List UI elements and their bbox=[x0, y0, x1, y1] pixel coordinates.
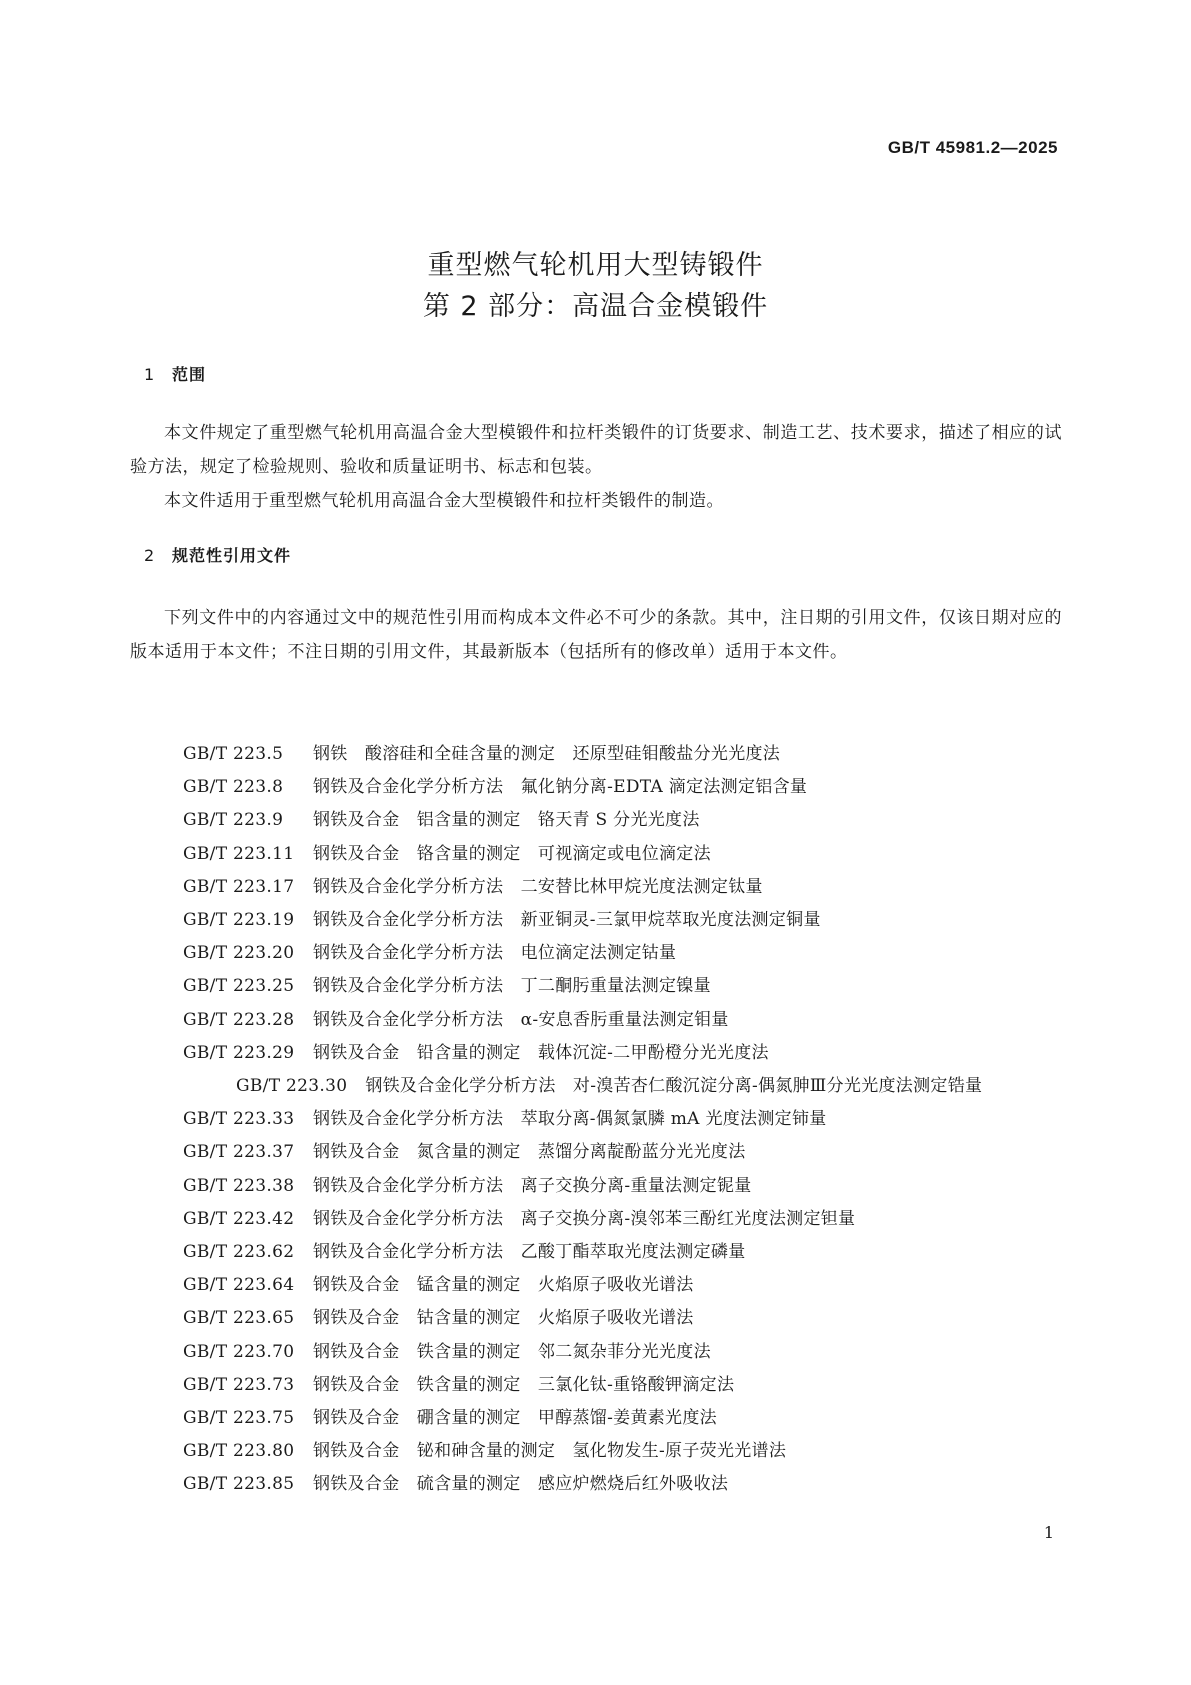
reference-code: GB/T 223.64 bbox=[183, 1275, 295, 1296]
reference-item bbox=[130, 1170, 1062, 1203]
reference-code: GB/T 223.30 bbox=[236, 1076, 348, 1097]
reference-item bbox=[130, 1070, 1062, 1103]
reference-title: 钢铁及合金化学分析方法 新亚铜灵-三氯甲烷萃取光度法测定铜量 bbox=[313, 910, 821, 931]
reference-code: GB/T 223.20 bbox=[183, 943, 295, 964]
reference-item bbox=[130, 804, 1062, 837]
reference-code: GB/T 223.80 bbox=[183, 1441, 295, 1462]
reference-title: 钢铁及合金 硼含量的测定 甲醇蒸馏-姜黄素光度法 bbox=[313, 1408, 717, 1429]
document-title-line1: 重型燃气轮机用大型铸锻件 bbox=[427, 250, 764, 281]
reference-code: GB/T 223.75 bbox=[183, 1408, 295, 1429]
reference-title: 钢铁及合金化学分析方法 对-溴苦杏仁酸沉淀分离-偶氮胂Ⅲ分光光度法测定锆量 bbox=[365, 1076, 983, 1097]
reference-title: 钢铁及合金化学分析方法 离子交换分离-重量法测定铌量 bbox=[313, 1175, 752, 1196]
reference-item bbox=[130, 970, 1062, 1003]
standard-code: GB/T 45981.2—2025 bbox=[887, 138, 1058, 157]
reference-code: GB/T 223.42 bbox=[183, 1208, 295, 1229]
reference-item bbox=[130, 1468, 1062, 1501]
reference-item bbox=[130, 1435, 1062, 1468]
references-intro-paragraph: 下列文件中的内容通过文中的规范性引用而构成本文件必不可少的条款。其中，注日期的引用文件，仅该日期对应的版本适用于本文件；不注日期的引用文件，其最新版本（包括所有的修改单）适用于本文件。 bbox=[130, 608, 1062, 662]
reference-title: 钢铁及合金化学分析方法 氟化钠分离-EDTA 滴定法测定铝含量 bbox=[313, 777, 808, 798]
reference-item bbox=[130, 1302, 1062, 1335]
reference-code: GB/T 223.8 bbox=[183, 777, 284, 798]
reference-item bbox=[130, 1236, 1062, 1269]
reference-title: 钢铁及合金化学分析方法 α-安息香肟重量法测定钼量 bbox=[313, 1009, 729, 1030]
reference-item bbox=[130, 1369, 1062, 1402]
reference-item bbox=[130, 771, 1062, 804]
document-title-line2: 第 2 部分：高温合金模锻件 bbox=[422, 291, 769, 322]
reference-code: GB/T 223.29 bbox=[183, 1042, 295, 1063]
section-heading-scope bbox=[144, 362, 206, 385]
section-title: 范围 bbox=[172, 365, 207, 384]
reference-item bbox=[130, 1136, 1062, 1169]
reference-code: GB/T 223.28 bbox=[183, 1009, 295, 1030]
reference-title: 钢铁及合金 铁含量的测定 邻二氮杂菲分光光度法 bbox=[313, 1341, 711, 1362]
reference-item bbox=[130, 1203, 1062, 1236]
reference-title: 钢铁 酸溶硅和全硅含量的测定 还原型硅钼酸盐分光光度法 bbox=[313, 744, 781, 764]
reference-item bbox=[130, 838, 1062, 871]
reference-title: 钢铁及合金 铋和砷含量的测定 氢化物发生-原子荧光光谱法 bbox=[313, 1441, 787, 1462]
section-title: 规范性引用文件 bbox=[172, 546, 292, 565]
reference-title: 钢铁及合金 铬含量的测定 可视滴定或电位滴定法 bbox=[313, 843, 711, 864]
reference-code: GB/T 223.5 bbox=[183, 744, 284, 764]
page-number: 1 bbox=[1043, 1523, 1054, 1542]
reference-code: GB/T 223.73 bbox=[183, 1374, 295, 1395]
reference-code: GB/T 223.33 bbox=[183, 1109, 295, 1130]
reference-code: GB/T 223.85 bbox=[183, 1474, 295, 1495]
reference-item bbox=[130, 1336, 1062, 1369]
reference-code: GB/T 223.65 bbox=[183, 1308, 295, 1329]
reference-title: 钢铁及合金化学分析方法 电位滴定法测定钴量 bbox=[313, 943, 677, 964]
reference-title: 钢铁及合金 铁含量的测定 三氯化钛-重铬酸钾滴定法 bbox=[313, 1374, 735, 1395]
scope-paragraph-2: 本文件适用于重型燃气轮机用高温合金大型模锻件和拉杆类锻件的制造。 bbox=[164, 491, 724, 511]
reference-title: 钢铁及合金 硫含量的测定 感应炉燃烧后红外吸收法 bbox=[313, 1474, 729, 1495]
reference-list bbox=[130, 738, 1062, 1502]
section-number: 2 bbox=[144, 546, 156, 565]
reference-item bbox=[130, 738, 1062, 771]
reference-item bbox=[130, 937, 1062, 970]
reference-title: 钢铁及合金 铅含量的测定 载体沉淀-二甲酚橙分光光度法 bbox=[313, 1042, 769, 1063]
reference-item bbox=[130, 1103, 1062, 1136]
section-number: 1 bbox=[144, 365, 156, 384]
reference-item bbox=[130, 1004, 1062, 1037]
reference-title: 钢铁及合金化学分析方法 萃取分离-偶氮氯膦 mA 光度法测定铈量 bbox=[313, 1109, 827, 1130]
reference-item bbox=[130, 1037, 1062, 1070]
reference-code: GB/T 223.62 bbox=[183, 1242, 295, 1263]
reference-title: 钢铁及合金化学分析方法 离子交换分离-溴邻苯三酚红光度法测定钽量 bbox=[313, 1208, 856, 1229]
reference-code: GB/T 223.19 bbox=[183, 910, 295, 931]
reference-title: 钢铁及合金化学分析方法 乙酸丁酯萃取光度法测定磷量 bbox=[313, 1242, 746, 1263]
reference-title: 钢铁及合金 铝含量的测定 铬天青 S 分光光度法 bbox=[313, 810, 700, 831]
reference-item bbox=[130, 871, 1062, 904]
scope-paragraph-1: 本文件规定了重型燃气轮机用高温合金大型模锻件和拉杆类锻件的订货要求、制造工艺、技术要求，描述了相应的试验方法，规定了检验规则、验收和质量证明书、标志和包装。 bbox=[130, 423, 1062, 477]
reference-code: GB/T 223.38 bbox=[183, 1175, 295, 1196]
reference-code: GB/T 223.17 bbox=[183, 876, 295, 897]
reference-code: GB/T 223.37 bbox=[183, 1142, 295, 1163]
reference-item bbox=[130, 1269, 1062, 1302]
reference-title: 钢铁及合金化学分析方法 丁二酮肟重量法测定镍量 bbox=[313, 976, 711, 997]
reference-code: GB/T 223.25 bbox=[183, 976, 295, 997]
reference-code: GB/T 223.11 bbox=[183, 843, 295, 864]
reference-item bbox=[130, 904, 1062, 937]
section-heading-normative-references bbox=[144, 543, 291, 566]
reference-item bbox=[130, 1402, 1062, 1435]
reference-title: 钢铁及合金化学分析方法 二安替比林甲烷光度法测定钛量 bbox=[313, 876, 763, 897]
reference-title: 钢铁及合金 锰含量的测定 火焰原子吸收光谱法 bbox=[313, 1275, 694, 1296]
reference-title: 钢铁及合金 氮含量的测定 蒸馏分离靛酚蓝分光光度法 bbox=[313, 1142, 746, 1163]
reference-title: 钢铁及合金 钴含量的测定 火焰原子吸收光谱法 bbox=[313, 1308, 694, 1329]
reference-code: GB/T 223.9 bbox=[183, 810, 284, 831]
reference-code: GB/T 223.70 bbox=[183, 1341, 295, 1362]
